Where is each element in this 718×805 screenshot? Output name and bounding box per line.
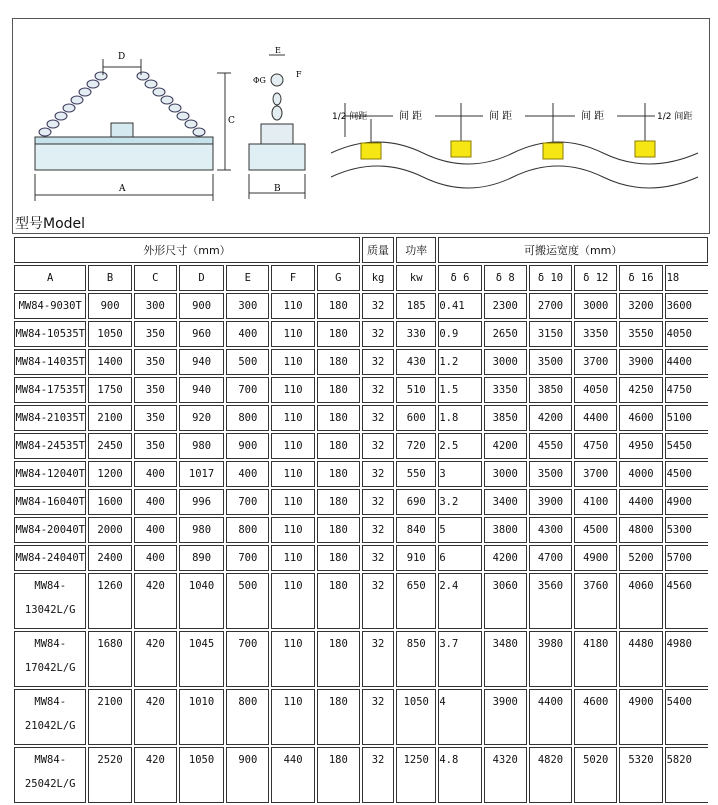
data-cell: 3 [438, 461, 481, 487]
data-cell: 420 [134, 747, 177, 803]
column-header: δ 10 [529, 265, 572, 291]
table-row [14, 405, 708, 431]
data-cell: 420 [134, 689, 177, 745]
table-row [14, 377, 708, 403]
data-cell: 3.2 [438, 489, 481, 515]
data-cell: 5300 [665, 517, 708, 543]
data-cell: 3980 [529, 631, 572, 687]
table-row [14, 747, 708, 803]
table-row [14, 545, 708, 571]
data-cell: 4600 [574, 689, 617, 745]
column-header: D [179, 265, 224, 291]
model-cell: MW84-10535T [14, 321, 86, 347]
column-header: B [88, 265, 131, 291]
table-row [14, 433, 708, 459]
magnet-drawing-svg [13, 19, 711, 235]
data-cell: 900 [226, 747, 269, 803]
data-cell: 920 [179, 405, 224, 431]
data-cell: 2.5 [438, 433, 481, 459]
dim-d-label: D [118, 52, 126, 62]
data-cell: 2450 [88, 433, 131, 459]
data-cell: 3550 [619, 321, 662, 347]
data-cell: 3800 [484, 517, 527, 543]
side-body [249, 144, 305, 170]
data-cell: 400 [226, 321, 269, 347]
data-cell: 2000 [88, 517, 131, 543]
data-cell: 110 [271, 689, 314, 745]
data-cell: 5 [438, 517, 481, 543]
half-pitch-label-right: 1/2 间距 [657, 112, 693, 122]
magnet-lug [111, 123, 133, 137]
data-cell: 850 [396, 631, 436, 687]
data-cell: 4200 [529, 405, 572, 431]
data-cell: 185 [396, 293, 436, 319]
data-cell: 5020 [574, 747, 617, 803]
data-cell: 890 [179, 545, 224, 571]
data-cell: 32 [362, 545, 394, 571]
data-cell: 3150 [529, 321, 572, 347]
data-cell: 32 [362, 349, 394, 375]
column-header: δ 8 [484, 265, 527, 291]
data-cell: 110 [271, 573, 314, 629]
data-cell: 180 [317, 321, 360, 347]
data-cell: 960 [179, 321, 224, 347]
data-cell: 4900 [665, 489, 708, 515]
data-cell: 4500 [665, 461, 708, 487]
model-cell-line: MW84- [34, 754, 67, 766]
data-cell: 32 [362, 689, 394, 745]
data-cell: 4060 [619, 573, 662, 629]
data-cell: 940 [179, 377, 224, 403]
data-cell: 1010 [179, 689, 224, 745]
table-row [14, 349, 708, 375]
table-row [14, 689, 708, 745]
data-cell: 3850 [484, 405, 527, 431]
data-cell: 4900 [619, 689, 662, 745]
data-cell: 440 [271, 747, 314, 803]
data-cell: 800 [226, 689, 269, 745]
data-cell: 3350 [484, 377, 527, 403]
data-cell: 400 [134, 545, 177, 571]
data-cell: 980 [179, 433, 224, 459]
data-cell: 1040 [179, 573, 224, 629]
data-cell: 3000 [484, 349, 527, 375]
dim-b-label: B [274, 184, 281, 194]
model-cell-line: MW84- [34, 696, 67, 708]
column-header: G [317, 265, 360, 291]
model-cell-line: 17042L/G [24, 662, 76, 674]
data-cell: 650 [396, 573, 436, 629]
data-cell: 600 [396, 405, 436, 431]
model-cell: MW84-9030T [14, 293, 86, 319]
data-cell: 180 [317, 747, 360, 803]
data-cell: 1017 [179, 461, 224, 487]
data-cell: 1.8 [438, 405, 481, 431]
column-header: δ 6 [438, 265, 481, 291]
data-cell: 2300 [484, 293, 527, 319]
data-cell: 350 [134, 405, 177, 431]
data-cell: 4180 [574, 631, 617, 687]
data-cell: 180 [317, 517, 360, 543]
data-cell: 4400 [665, 349, 708, 375]
data-cell: 4980 [665, 631, 708, 687]
column-header-row [14, 265, 708, 291]
data-cell: 3600 [665, 293, 708, 319]
model-cell: MW84-24535T [14, 433, 86, 459]
data-cell: 1680 [88, 631, 131, 687]
data-cell: 4000 [619, 461, 662, 487]
left-chain [39, 72, 107, 136]
data-cell: 3900 [484, 689, 527, 745]
data-cell: 5320 [619, 747, 662, 803]
data-cell: 3480 [484, 631, 527, 687]
data-cell: 3400 [484, 489, 527, 515]
table-row [14, 321, 708, 347]
column-header: E [226, 265, 269, 291]
data-cell: 4500 [574, 517, 617, 543]
model-cell-line: MW84- [34, 638, 67, 650]
dim-a-label: A [119, 184, 126, 194]
data-cell: 32 [362, 747, 394, 803]
data-cell: 3760 [574, 573, 617, 629]
data-cell: 110 [271, 517, 314, 543]
table-row [14, 461, 708, 487]
column-header: kg [362, 265, 394, 291]
data-cell: 32 [362, 293, 394, 319]
data-cell: 4050 [574, 377, 617, 403]
column-header: δ 12 [574, 265, 617, 291]
data-cell: 4250 [619, 377, 662, 403]
data-cell: 3500 [529, 461, 572, 487]
model-cell: MW84-14035T [14, 349, 86, 375]
pitch-label-1: 间 距 [399, 111, 423, 122]
dim-f-label: F [296, 70, 302, 79]
data-cell: 32 [362, 321, 394, 347]
data-cell: 4750 [574, 433, 617, 459]
column-header: F [271, 265, 314, 291]
model-label: 型号Model [15, 216, 86, 232]
data-cell: 0.41 [438, 293, 481, 319]
data-cell: 2700 [529, 293, 572, 319]
data-cell: 180 [317, 689, 360, 745]
column-header: C [134, 265, 177, 291]
data-cell: 4820 [529, 747, 572, 803]
data-cell: 110 [271, 321, 314, 347]
model-cell-line: MW84- [34, 580, 67, 592]
data-cell: 180 [317, 405, 360, 431]
data-cell: 3200 [619, 293, 662, 319]
model-cell: MW84-20040T [14, 517, 86, 543]
data-cell: 4400 [574, 405, 617, 431]
column-header: kw [396, 265, 436, 291]
data-cell: 3350 [574, 321, 617, 347]
data-cell: 800 [226, 405, 269, 431]
data-cell: 420 [134, 631, 177, 687]
data-cell: 350 [134, 433, 177, 459]
model-cell-line: 25042L/G [24, 778, 76, 790]
data-cell: 5400 [665, 689, 708, 745]
dim-e-label: E [275, 46, 281, 55]
model-cell-line: 21042L/G [24, 720, 76, 732]
data-cell: 6 [438, 545, 481, 571]
data-cell: 1250 [396, 747, 436, 803]
data-cell: 2100 [88, 405, 131, 431]
model-cell [14, 747, 86, 803]
data-cell: 180 [317, 461, 360, 487]
data-cell: 2.4 [438, 573, 481, 629]
data-cell: 1050 [179, 747, 224, 803]
data-cell: 180 [317, 377, 360, 403]
data-cell: 500 [226, 349, 269, 375]
data-cell: 4550 [529, 433, 572, 459]
data-cell: 180 [317, 545, 360, 571]
data-cell: 350 [134, 321, 177, 347]
data-cell: 3560 [529, 573, 572, 629]
data-cell: 110 [271, 631, 314, 687]
data-cell: 1045 [179, 631, 224, 687]
data-cell: 180 [317, 293, 360, 319]
data-cell: 3900 [619, 349, 662, 375]
right-chain [137, 72, 205, 136]
data-cell: 420 [134, 573, 177, 629]
data-cell: 4800 [619, 517, 662, 543]
data-cell: 3000 [574, 293, 617, 319]
data-cell: 400 [134, 517, 177, 543]
data-cell: 3500 [529, 349, 572, 375]
data-cell: 4 [438, 689, 481, 745]
data-cell: 800 [226, 517, 269, 543]
data-cell: 32 [362, 631, 394, 687]
data-cell: 3900 [529, 489, 572, 515]
data-cell: 4750 [665, 377, 708, 403]
data-cell: 700 [226, 377, 269, 403]
table-row [14, 517, 708, 543]
half-pitch-label: 1/2 间距 [332, 112, 368, 122]
group-dimensions: 外形尺寸（mm） [14, 237, 360, 263]
model-cell: MW84-12040T [14, 461, 86, 487]
data-cell: 110 [271, 377, 314, 403]
model-cell [14, 689, 86, 745]
data-cell: 2400 [88, 545, 131, 571]
data-cell: 350 [134, 377, 177, 403]
data-cell: 3700 [574, 461, 617, 487]
data-cell: 4480 [619, 631, 662, 687]
data-cell: 180 [317, 433, 360, 459]
data-cell: 110 [271, 545, 314, 571]
lower-wave [331, 166, 698, 188]
data-cell: 32 [362, 433, 394, 459]
table-row [14, 573, 708, 629]
table-body [14, 293, 708, 803]
data-cell: 940 [179, 349, 224, 375]
data-cell: 110 [271, 349, 314, 375]
data-cell: 300 [226, 293, 269, 319]
data-cell: 5450 [665, 433, 708, 459]
data-cell: 180 [317, 631, 360, 687]
data-cell: 5700 [665, 545, 708, 571]
column-header: δ 16 [619, 265, 662, 291]
data-cell: 980 [179, 517, 224, 543]
data-cell: 330 [396, 321, 436, 347]
data-cell: 1200 [88, 461, 131, 487]
data-cell: 32 [362, 489, 394, 515]
data-cell: 4700 [529, 545, 572, 571]
data-cell: 32 [362, 461, 394, 487]
data-cell: 0.9 [438, 321, 481, 347]
data-cell: 700 [226, 545, 269, 571]
table-row [14, 293, 708, 319]
data-cell: 4400 [529, 689, 572, 745]
front-view [35, 59, 231, 201]
data-cell: 700 [226, 489, 269, 515]
data-cell: 2650 [484, 321, 527, 347]
spec-table [12, 235, 710, 805]
model-cell: MW84-17535T [14, 377, 86, 403]
data-cell: 4320 [484, 747, 527, 803]
column-header: A [14, 265, 86, 291]
model-cell [14, 631, 86, 687]
model-cell [14, 573, 86, 629]
data-cell: 700 [226, 631, 269, 687]
data-cell: 900 [88, 293, 131, 319]
data-cell: 300 [134, 293, 177, 319]
data-cell: 900 [226, 433, 269, 459]
pitch-label-3: 间 距 [581, 111, 605, 122]
table-row [14, 631, 708, 687]
data-cell: 500 [226, 573, 269, 629]
data-cell: 4900 [574, 545, 617, 571]
data-cell: 32 [362, 405, 394, 431]
data-cell: 4950 [619, 433, 662, 459]
data-cell: 3000 [484, 461, 527, 487]
table-row [14, 489, 708, 515]
data-cell: 5100 [665, 405, 708, 431]
data-cell: 996 [179, 489, 224, 515]
data-cell: 3060 [484, 573, 527, 629]
data-cell: 350 [134, 349, 177, 375]
model-cell: MW84-24040T [14, 545, 86, 571]
data-cell: 110 [271, 489, 314, 515]
model-cell-line: 13042L/G [24, 604, 76, 616]
data-cell: 4200 [484, 545, 527, 571]
data-cell: 4200 [484, 433, 527, 459]
data-cell: 400 [134, 461, 177, 487]
data-cell: 400 [134, 489, 177, 515]
data-cell: 32 [362, 377, 394, 403]
data-cell: 4560 [665, 573, 708, 629]
data-cell: 4400 [619, 489, 662, 515]
data-cell: 1600 [88, 489, 131, 515]
data-cell: 110 [271, 405, 314, 431]
data-cell: 1750 [88, 377, 131, 403]
data-cell: 900 [179, 293, 224, 319]
group-header-row [14, 237, 708, 263]
model-cell: MW84-21035T [14, 405, 86, 431]
technical-drawing [12, 18, 710, 234]
data-cell: 180 [317, 349, 360, 375]
data-cell: 1400 [88, 349, 131, 375]
data-cell: 1260 [88, 573, 131, 629]
data-cell: 1050 [396, 689, 436, 745]
data-cell: 110 [271, 433, 314, 459]
data-cell: 2100 [88, 689, 131, 745]
pitch-label-2: 间 距 [489, 111, 513, 122]
data-cell: 4050 [665, 321, 708, 347]
data-cell: 400 [226, 461, 269, 487]
data-cell: 180 [317, 573, 360, 629]
data-cell: 110 [271, 293, 314, 319]
data-cell: 4.8 [438, 747, 481, 803]
data-cell: 910 [396, 545, 436, 571]
data-cell: 3700 [574, 349, 617, 375]
data-cell: 110 [271, 461, 314, 487]
data-cell: 180 [317, 489, 360, 515]
data-cell: 720 [396, 433, 436, 459]
dim-phi-label: ΦG [253, 76, 266, 85]
magnet-top-band [35, 137, 213, 144]
data-cell: 4600 [619, 405, 662, 431]
data-cell: 3850 [529, 377, 572, 403]
data-cell: 5820 [665, 747, 708, 803]
data-cell: 840 [396, 517, 436, 543]
data-cell: 550 [396, 461, 436, 487]
data-cell: 510 [396, 377, 436, 403]
data-cell: 690 [396, 489, 436, 515]
data-cell: 2520 [88, 747, 131, 803]
data-cell: 5200 [619, 545, 662, 571]
data-cell: 1050 [88, 321, 131, 347]
data-cell: 4100 [574, 489, 617, 515]
data-cell: 1.5 [438, 377, 481, 403]
model-cell: MW84-16040T [14, 489, 86, 515]
data-cell: 430 [396, 349, 436, 375]
dim-c-label: C [228, 116, 235, 126]
group-power: 功率 [396, 237, 436, 263]
data-cell: 3.7 [438, 631, 481, 687]
data-cell: 32 [362, 517, 394, 543]
group-weight: 质量 [362, 237, 394, 263]
data-cell: 4300 [529, 517, 572, 543]
column-header: 18 [665, 265, 708, 291]
group-width: 可搬运宽度（mm） [438, 237, 708, 263]
data-cell: 32 [362, 573, 394, 629]
data-cell: 1.2 [438, 349, 481, 375]
